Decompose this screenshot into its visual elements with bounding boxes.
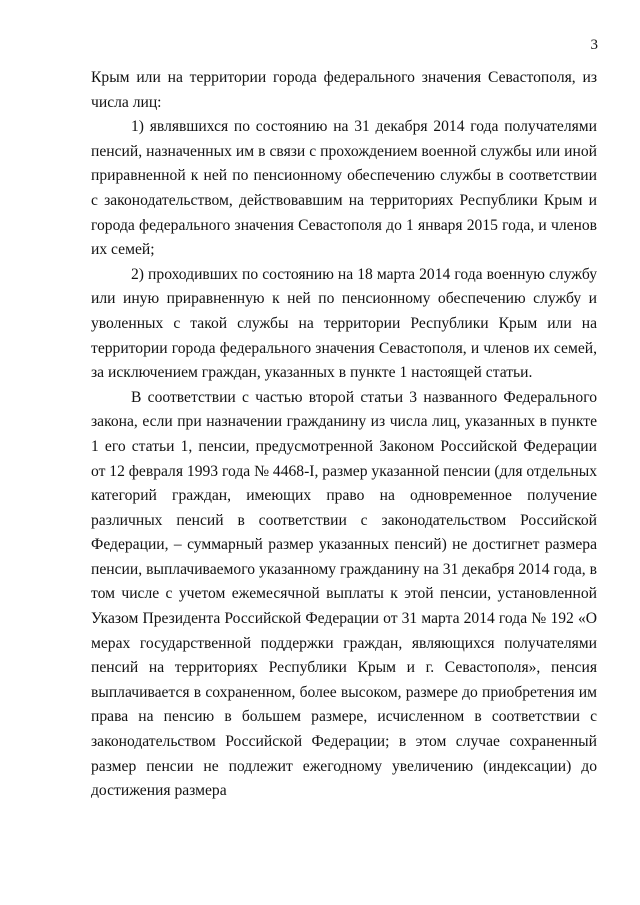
paragraph-item-2: 2) проходивших по состоянию на 18 марта 2014 года военную службу или иную приравненную к ней по пенсионному обеспечению службу и уволенных с такой службы на территории Республики Крым или на территории города федерального значения Севастополя, и членов их семей, за исключением граждан, указанных в пункте 1 настоящей статьи.: [91, 265, 597, 382]
paragraph-item-1: 1) являвшихся по состоянию на 31 декабря 2014 года получателями пенсий, назначенных им в связи с прохождением военной службы или иной приравненной к ней по пенсионному обеспечению службы в соответствии с законодательством, действовавшим на территориях Республики Крым и города федерального значения Севастополя до 1 января 2015 года, и членов их семей;: [91, 118, 597, 259]
paragraph-continuation: Крым или на территории города федерального значения Севастополя, из числа лиц:: [91, 69, 597, 111]
document-body: [91, 66, 597, 804]
paragraph-main: В соответствии с частью второй статьи 3 названного Федерального закона, если при назначении гражданину из числа лиц, указанных в пункте 1 его статьи 1, пенсии, предусмотренной Законом Российской Федерации от 12 февраля 1993 года № 4468-I, размер указанной пенсии (для отдельных категорий граждан, имеющих право на одновременное получение различных пенсий в соответствии с законодательством Российской Федерации, – суммарный размер указанных пенсий) не достигнет размера пенсии, выплачиваемого указанному гражданину на 31 декабря 2014 года, в том числе с учетом ежемесячной выплаты к этой пенсии, установленной Указом Президента Российской Федерации от 31 марта 2014 года № 192 «О мерах государственной поддержки граждан, являющихся получателями пенсий на территориях Республики Крым и г. Севастополя», пенсия выплачивается в сохраненном, более высоком, размере до приобретения им права на пенсию в большем размере, исчисленном в соответствии с законодательством Российской Федерации; в этом случае сохраненный размер пенсии не подлежит ежегодному увеличению (индексации) до достижения размера: [91, 388, 597, 800]
page-number: 3: [590, 37, 598, 53]
